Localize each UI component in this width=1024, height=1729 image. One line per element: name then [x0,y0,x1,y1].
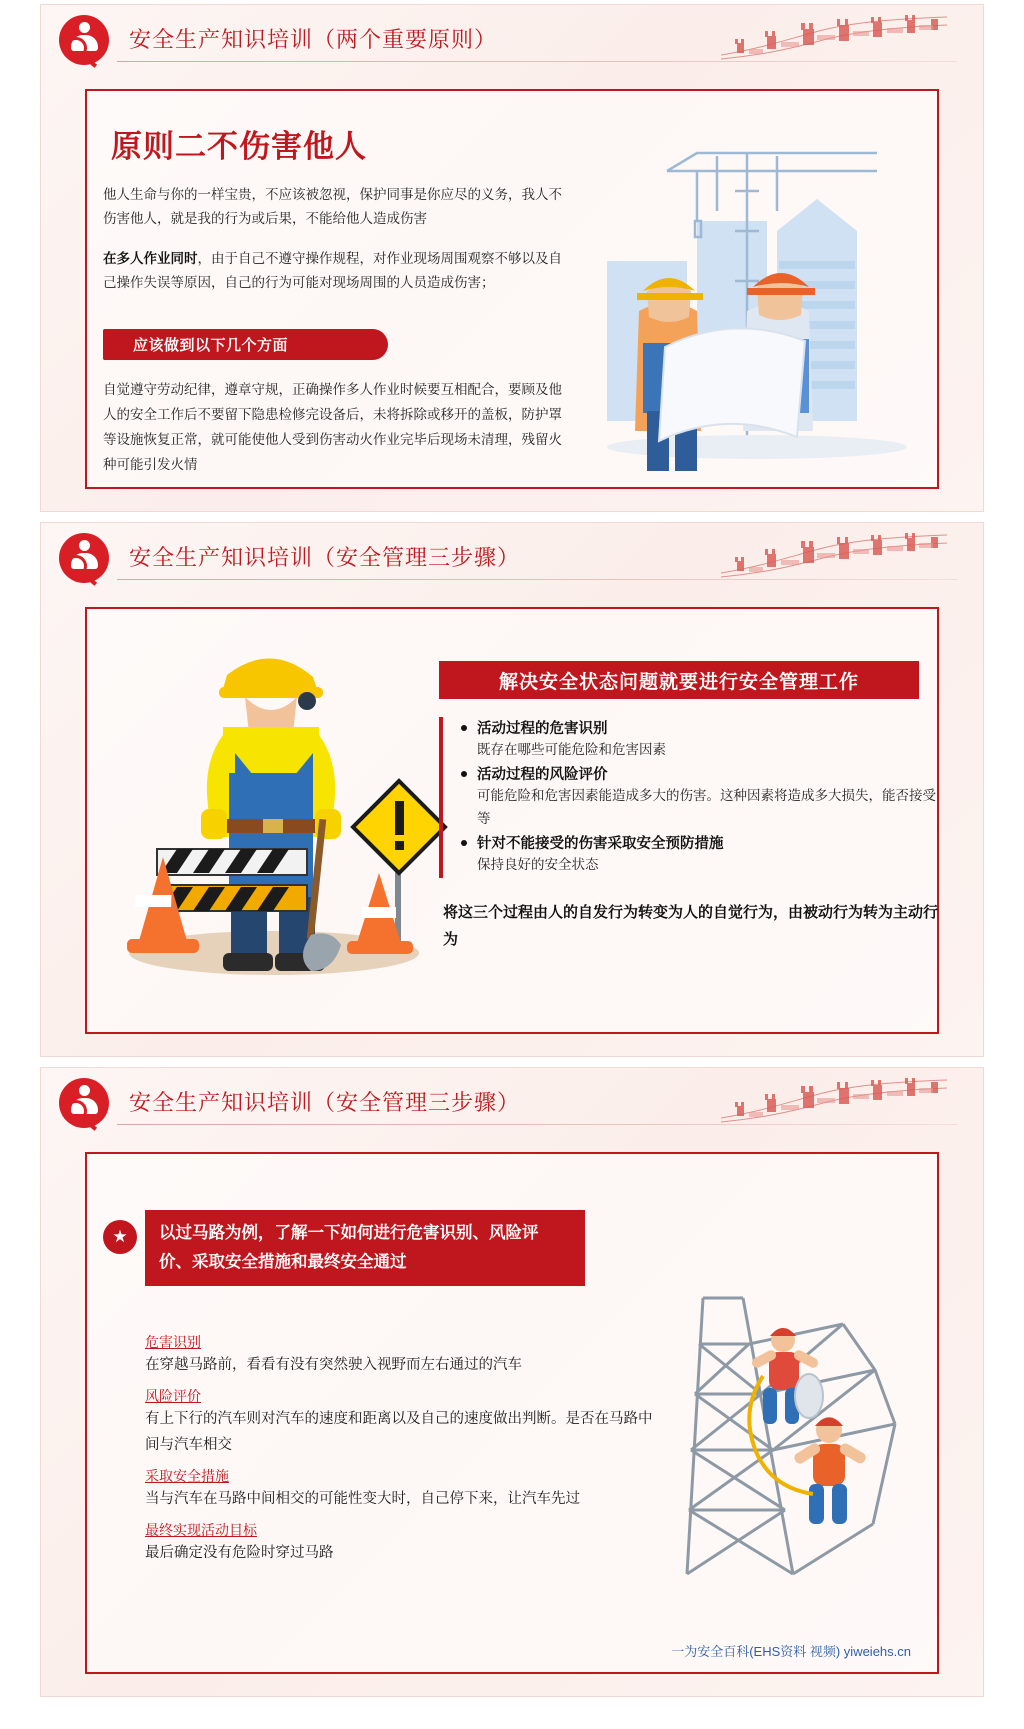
bullet-title: 针对不能接受的伤害采取安全预防措施 [477,836,724,852]
bullet-head [461,717,939,738]
star-icon: ★ [103,1220,137,1254]
worker-with-shovel-illustration [99,623,449,983]
step-text: 当与汽车在马路中间相交的可能性变大时，自己停下来，让汽车先过 [145,1491,580,1507]
list-item [145,1386,665,1458]
bullet-sub: 既存在哪些可能危险和危害因素 [477,742,666,757]
slide-1-paragraph-2-rest: ，由于自己不遵守操作规程，对作业现场周围观察不够以及自己操作失误等原因，自己的行为可能对现场周围的人员造成伤害； [103,251,562,290]
safety-inspector-icon [59,529,115,585]
tower-climbers-illustration [643,1284,923,1584]
bullet-head [461,832,939,853]
bullet-head [461,763,939,784]
slide-1-content-frame [85,89,939,489]
slide-3-header [41,1068,983,1134]
bullet-dot-icon [461,840,467,846]
bullet-sub: 保持良好的安全状态 [477,857,599,872]
construction-workers-illustration [547,111,927,481]
slide-3-steps-list [145,1324,665,1566]
slide-3-header-title: 安全生产知识培训（安全管理三步骤） [129,1090,521,1115]
list-item [145,1520,665,1566]
bullet-dot-icon [461,771,467,777]
step-label: 采取安全措施 [145,1468,229,1484]
list-item [145,1466,665,1512]
step-text: 有上下行的汽车则对汽车的速度和距离以及自己的速度做出判断。是否在马路中间与汽车相交 [145,1411,653,1453]
slide-2-bullet-list [439,717,939,878]
slide-1-paragraph-1: 他人生命与你的一样宝贵，不应该被忽视，保护同事是你应尽的义务，我人不伤害他人，就是我的行为或后果，不能给他人造成伤害 [103,187,562,226]
step-text: 最后确定没有危险时穿过马路 [145,1545,334,1561]
watermark-text: 一为安全百科(EHS资料 视频) yiweiehs.cn [671,1644,911,1659]
slide-1 [40,4,984,512]
great-wall-decoration-icon [719,1072,949,1126]
step-label: 风险评价 [145,1388,201,1404]
slide-1-header-title: 安全生产知识培训（两个重要原则） [129,27,498,52]
slide-1-paragraph-3: 自觉遵守劳动纪律，遵章守规，正确操作多人作业时候要互相配合，要顾及他人的安全工作后不要留下隐患检修完设备后，未将拆除或移开的盖板，防护罩等设施恢复正常，就可能使他人受到伤害动火作业完毕后现场未清理，残留火种可能引发火情 [103,382,562,472]
slide-1-header [41,5,983,71]
safety-inspector-icon [59,11,115,67]
bullet-title: 活动过程的危害识别 [477,721,608,737]
list-item [461,763,939,830]
slide-2-header [41,523,983,589]
slide-1-paragraph-2 [103,247,573,295]
slide-2-closing-text: 将这三个过程由人的自发行为转变为人的自觉行为，由被动行为转为主动行为 [443,904,939,948]
slide-1-paragraph-2-lead: 在多人作业同时 [103,251,198,266]
list-item [461,832,939,876]
step-label: 最终实现活动目标 [145,1522,257,1538]
slide-2-header-title: 安全生产知识培训（安全管理三步骤） [129,545,521,570]
step-text: 在穿越马路前，看看有没有突然驶入视野而左右通过的汽车 [145,1357,522,1373]
bullet-sub: 可能危险和危害因素能造成多大的伤害。这种因素将造成多大损失，能否接受等 [477,788,936,826]
great-wall-decoration-icon [719,527,949,581]
list-item [145,1332,665,1378]
slide-1-title: 原则二不伤害他人 [111,129,367,164]
slide-2 [40,522,984,1057]
list-item [461,717,939,761]
slide-3-banner: 以过马路为例，了解一下如何进行危害识别、风险评价、采取安全措施和最终安全通过 [145,1210,585,1286]
slide-1-callout-bar: 应该做到以下几个方面 [103,329,388,360]
slide-3 [40,1067,984,1697]
slide-2-banner: 解决安全状态问题就要进行安全管理工作 [439,661,919,699]
step-label: 危害识别 [145,1334,201,1350]
slide-3-content-frame [85,1152,939,1674]
safety-inspector-icon [59,1074,115,1130]
bullet-dot-icon [461,725,467,731]
great-wall-decoration-icon [719,9,949,63]
bullet-title: 活动过程的风险评价 [477,767,608,783]
slide-2-content-frame [85,607,939,1034]
